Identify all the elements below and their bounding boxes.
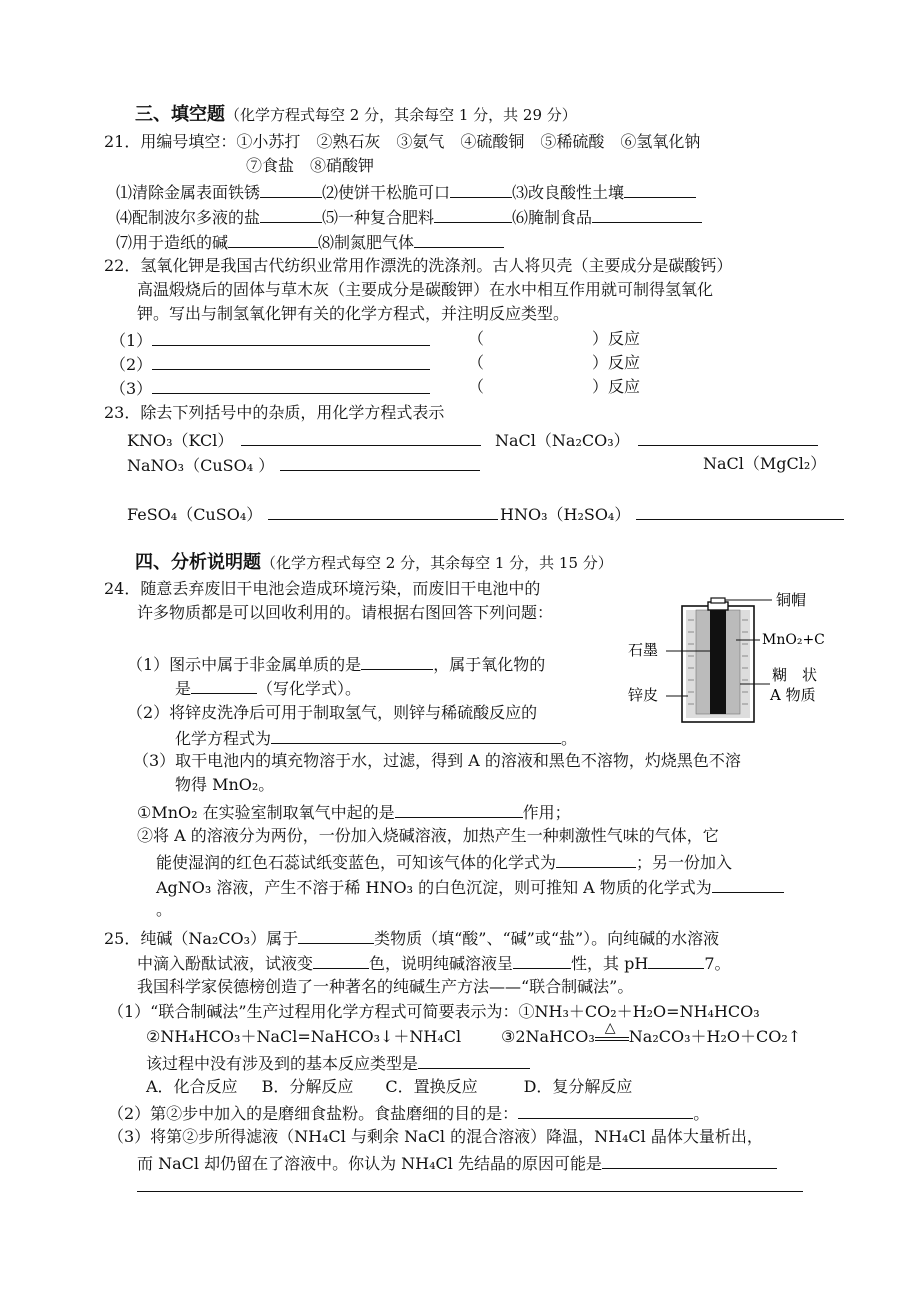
q24-p2-blank[interactable] bbox=[271, 726, 561, 744]
graphite-rod bbox=[710, 610, 726, 714]
q23-f-blank[interactable] bbox=[636, 502, 844, 520]
label-graphite: 石墨 bbox=[628, 641, 659, 659]
q24-p1-text-b: ，属于氧化物的 bbox=[433, 655, 546, 674]
q25-line-1 bbox=[104, 926, 719, 950]
q24-p1-line-1 bbox=[127, 652, 545, 676]
q23-c-label: NaNO₃（CuSO₄ ） bbox=[127, 456, 275, 475]
q24-p3-blank-a[interactable] bbox=[712, 875, 784, 893]
q22-type-close-2: ）反应 bbox=[592, 353, 641, 372]
q22-line-2: 高温煅烧后的固体与草木灰（主要成分是碳酸钾）在水中相互作用就可制得氢氧化 bbox=[137, 280, 714, 299]
q25-option-d[interactable]: D．复分解反应 bbox=[523, 1077, 633, 1096]
q24-p3-blank-role[interactable] bbox=[395, 800, 523, 818]
q23-b-blank[interactable] bbox=[638, 428, 818, 446]
q22-type-open-3: （ bbox=[468, 377, 485, 396]
q21-blank-8[interactable] bbox=[414, 230, 504, 248]
q24-p3-end: 。 bbox=[156, 900, 173, 919]
q22-equation-blank-1[interactable] bbox=[152, 328, 430, 346]
q25-line-3: 我国科学家侯德榜创造了一种著名的纯碱生产方法——“联合制碱法”。 bbox=[137, 977, 634, 996]
label-zinc: 锌皮 bbox=[628, 686, 659, 704]
section-4-note: （化学方程式每空 2 分，其余每空 1 分，共 15 分） bbox=[261, 554, 613, 572]
q24-line-1: 24．随意丢弃废旧干电池会造成环境污染，而废旧干电池中的 bbox=[104, 579, 541, 598]
q24-p1-blank-oxide[interactable] bbox=[191, 676, 257, 694]
q25-text-1a: 25．纯碱（Na₂CO₃）属于 bbox=[104, 929, 299, 948]
q25-p1-text-b: 该过程中没有涉及到的基本反应类型是 bbox=[146, 1054, 419, 1073]
label-paste-b: A 物质 bbox=[770, 686, 816, 704]
q21-item-5: ⑸一种复合肥料 bbox=[322, 208, 435, 227]
q25-blank-ph[interactable] bbox=[648, 951, 704, 969]
q22-num-3: （3） bbox=[110, 379, 153, 398]
q21-stem: 21．用编号填空：①小苏打 ②熟石灰 ③氨气 ④硫酸铜 ⑤稀硫酸 ⑥氢氧化钠 bbox=[104, 132, 701, 151]
q23-stem: 23．除去下列括号中的杂质，用化学方程式表示 bbox=[104, 403, 445, 422]
q23-d-label: NaCl（MgCl₂） bbox=[703, 454, 827, 473]
q23-c-blank[interactable] bbox=[280, 453, 480, 471]
q23-f-label: HNO₃（H₂SO₄） bbox=[500, 505, 631, 524]
q22-type-close-3: ）反应 bbox=[592, 377, 641, 396]
q24-p2-text-b: 化学方程式为 bbox=[175, 729, 272, 748]
q25-heat-sign bbox=[595, 1019, 629, 1047]
q25-p3-line-1: （3）将第②步所得滤液（NH₄Cl 与剩余 NaCl 的混合溶液）降温，NH₄Cl 晶体大量析出， bbox=[108, 1127, 763, 1146]
q24-p3-blank-gas[interactable] bbox=[556, 850, 636, 868]
q25-blank-class[interactable] bbox=[298, 926, 374, 944]
delta-icon: △ bbox=[604, 1019, 616, 1036]
q24-p3-line-1: （3）取干电池内的填充物溶于水，过滤，得到 A 的溶液和黑色不溶物，灼烧黑色不溶 bbox=[133, 751, 741, 770]
section-4-header bbox=[135, 552, 613, 574]
q21-item-3: ⑶改良酸性土壤 bbox=[512, 183, 625, 202]
q22-type-close-1: ）反应 bbox=[592, 329, 641, 348]
q24-p1-blank-nonmetal[interactable] bbox=[361, 652, 433, 670]
label-paste-a: 糊 状 bbox=[772, 666, 818, 684]
dry-battery-diagram bbox=[610, 588, 850, 738]
q22-line-1: 22．氢氧化钾是我国古代纺织业常用作漂洗的洗涤剂。古人将贝壳（主要成分是碳酸钙） bbox=[104, 256, 733, 275]
label-mno2-c: MnO₂+C bbox=[762, 632, 825, 648]
q22-line-3: 钾。写出与制氢氧化钾有关的化学方程式，并注明反应类型。 bbox=[137, 304, 570, 323]
q25-eq-3-right: Na₂CO₃＋H₂O＋CO₂↑ bbox=[628, 1027, 802, 1046]
q24-p3-line-4: ②将 A 的溶液分为两份，一份加入烧碱溶液，加热产生一种刺激性气味的气体，它 bbox=[137, 826, 719, 845]
q24-p3-text-h: AgNO₃ 溶液，产生不溶于稀 HNO₃ 的白色沉淀，则可推知 A 物质的化学式为 bbox=[156, 878, 712, 897]
q22-equation-blank-3[interactable] bbox=[152, 376, 430, 394]
q22-equation-blank-2[interactable] bbox=[152, 352, 430, 370]
q22-num-1: （1） bbox=[110, 331, 153, 350]
q21-blank-4[interactable] bbox=[260, 205, 322, 223]
section-4-title: 四、分析说明题 bbox=[135, 552, 261, 573]
q25-blank-color[interactable] bbox=[313, 951, 369, 969]
q25-option-b[interactable]: B．分解反应 bbox=[261, 1077, 354, 1096]
q24-p3-text-f: 能使湿润的红色石蕊试纸变蓝色，可知该气体的化学式为 bbox=[156, 853, 557, 872]
q22-num-2: （2） bbox=[110, 355, 153, 374]
q24-line-2: 许多物质都是可以回收利用的。请根据右图回答下列问题： bbox=[137, 603, 554, 622]
q21-blank-7[interactable] bbox=[228, 230, 318, 248]
q21-item-8: ⑻制氮肥气体 bbox=[318, 233, 415, 252]
q25-text-2d: 7。 bbox=[704, 954, 731, 973]
q24-p3-text-d: 作用； bbox=[522, 803, 571, 822]
q21-blank-1[interactable] bbox=[260, 180, 322, 198]
q23-b bbox=[495, 428, 818, 452]
q24-p2-line-2 bbox=[175, 726, 577, 750]
q23-b-label: NaCl（Na₂CO₃） bbox=[495, 431, 630, 450]
q25-line-2 bbox=[137, 951, 731, 975]
q21-row-2 bbox=[116, 205, 702, 229]
q21-row-1 bbox=[116, 180, 696, 204]
q24-p2-line-1: （2）将锌皮洗净后可用于制取氢气，则锌与稀硫酸反应的 bbox=[127, 703, 538, 722]
section-3-title: 三、填空题 bbox=[135, 104, 225, 125]
q25-blank-nature[interactable] bbox=[513, 951, 571, 969]
q23-e bbox=[127, 502, 498, 526]
q22-answer-1 bbox=[110, 328, 430, 352]
q23-e-blank[interactable] bbox=[268, 502, 498, 520]
copper-cap-top bbox=[711, 598, 725, 603]
q23-a-label: KNO₃（KCl） bbox=[127, 431, 234, 450]
q25-p2-text-a: （2）第②步中加入的是磨细食盐粉。食盐磨细的目的是： bbox=[108, 1104, 519, 1123]
q24-p3-text-c: ①MnO₂ 在实验室制取氧气中起的是 bbox=[137, 803, 395, 822]
q24-p1-text-c: 是 bbox=[175, 679, 192, 698]
q25-text-2c: 性，其 pH bbox=[571, 954, 649, 973]
q25-text-1b: 类物质（填“酸”、“碱”或“盐”）。向纯碱的水溶液 bbox=[374, 929, 720, 948]
q21-blank-3[interactable] bbox=[624, 180, 696, 198]
q21-item-6: ⑹腌制食品 bbox=[512, 208, 593, 227]
q24-p1-text-a: （1）图示中属于非金属单质的是 bbox=[127, 655, 362, 674]
q22-type-1[interactable] bbox=[468, 328, 640, 350]
q23-a bbox=[127, 428, 481, 452]
q25-answer-line[interactable] bbox=[137, 1191, 803, 1192]
section-3-note: （化学方程式每空 2 分，其余每空 1 分，共 29 分） bbox=[225, 106, 577, 124]
q25-eq-2: ②NH₄HCO₃＋NaCl=NaHCO₃↓＋NH₄Cl bbox=[146, 1027, 462, 1046]
q21-item-7: ⑺用于造纸的碱 bbox=[116, 233, 229, 252]
section-3-header bbox=[135, 104, 577, 126]
q21-item-1: ⑴清除金属表面铁锈 bbox=[116, 183, 261, 202]
q25-text-2a: 中滴入酚酞试液，试液变 bbox=[137, 954, 314, 973]
q25-text-2b: 色，说明纯碱溶液呈 bbox=[369, 954, 514, 973]
q21-stem-2: ⑦食盐 ⑧硝酸钾 bbox=[246, 156, 375, 175]
q24-p3-text-g: ；另一份加入 bbox=[636, 853, 733, 872]
q25-p2-blank[interactable] bbox=[518, 1101, 693, 1119]
q22-type-3[interactable] bbox=[468, 376, 640, 398]
q22-type-open-2: （ bbox=[468, 353, 485, 372]
q25-p3-blank[interactable] bbox=[602, 1151, 777, 1169]
q21-item-4: ⑷配制波尔多液的盐 bbox=[116, 208, 261, 227]
q25-option-c[interactable]: C．置换反应 bbox=[385, 1077, 478, 1096]
q25-eq-3-left: ③2NaHCO₃ bbox=[501, 1027, 595, 1046]
q25-p3-line-2 bbox=[137, 1151, 777, 1175]
q25-option-a[interactable]: A．化合反应 bbox=[146, 1077, 238, 1096]
q21-blank-5[interactable] bbox=[434, 205, 512, 223]
q21-blank-6[interactable] bbox=[592, 205, 702, 223]
q25-options bbox=[146, 1076, 632, 1098]
q25-p3-text-b: 而 NaCl 却仍留在了溶液中。你认为 NH₄Cl 先结晶的原因可能是 bbox=[137, 1154, 602, 1173]
q22-answer-3 bbox=[110, 376, 430, 400]
q25-p1-blank[interactable] bbox=[418, 1051, 530, 1069]
q25-p2-text-b: 。 bbox=[693, 1104, 710, 1123]
q23-c bbox=[127, 453, 480, 477]
q25-p1-line-1: （1）“联合制碱法”生产过程用化学方程式可简要表示为：①NH₃＋CO₂＋H₂O=NH₄HCO₃ bbox=[108, 1002, 760, 1021]
label-copper-cap: 铜帽 bbox=[776, 591, 807, 609]
q24-p3-line-2: 物得 MnO₂。 bbox=[175, 775, 275, 794]
q24-p2-text-c: 。 bbox=[561, 729, 578, 748]
q24-p3-line-6 bbox=[156, 875, 784, 899]
q22-type-open-1: （ bbox=[468, 329, 485, 348]
q22-type-2[interactable] bbox=[468, 352, 640, 374]
q25-p2-line bbox=[108, 1101, 709, 1125]
q22-answer-2 bbox=[110, 352, 430, 376]
q25-eq-3 bbox=[501, 1019, 802, 1048]
q23-a-blank[interactable] bbox=[241, 428, 481, 446]
q24-p3-line-3 bbox=[137, 800, 571, 824]
q23-f bbox=[500, 502, 844, 526]
q23-e-label: FeSO₄（CuSO₄） bbox=[127, 505, 263, 524]
q24-p3-line-5 bbox=[156, 850, 732, 874]
q24-p1-line-2 bbox=[175, 676, 361, 700]
q21-row-3 bbox=[116, 230, 504, 254]
q25-p1-line-2 bbox=[146, 1051, 530, 1075]
q21-blank-2[interactable] bbox=[450, 180, 512, 198]
q21-item-2: ⑵使饼干松脆可口 bbox=[322, 183, 451, 202]
equal-sign-icon bbox=[595, 1037, 629, 1041]
q24-p1-text-d: （写化学式）。 bbox=[257, 679, 362, 698]
